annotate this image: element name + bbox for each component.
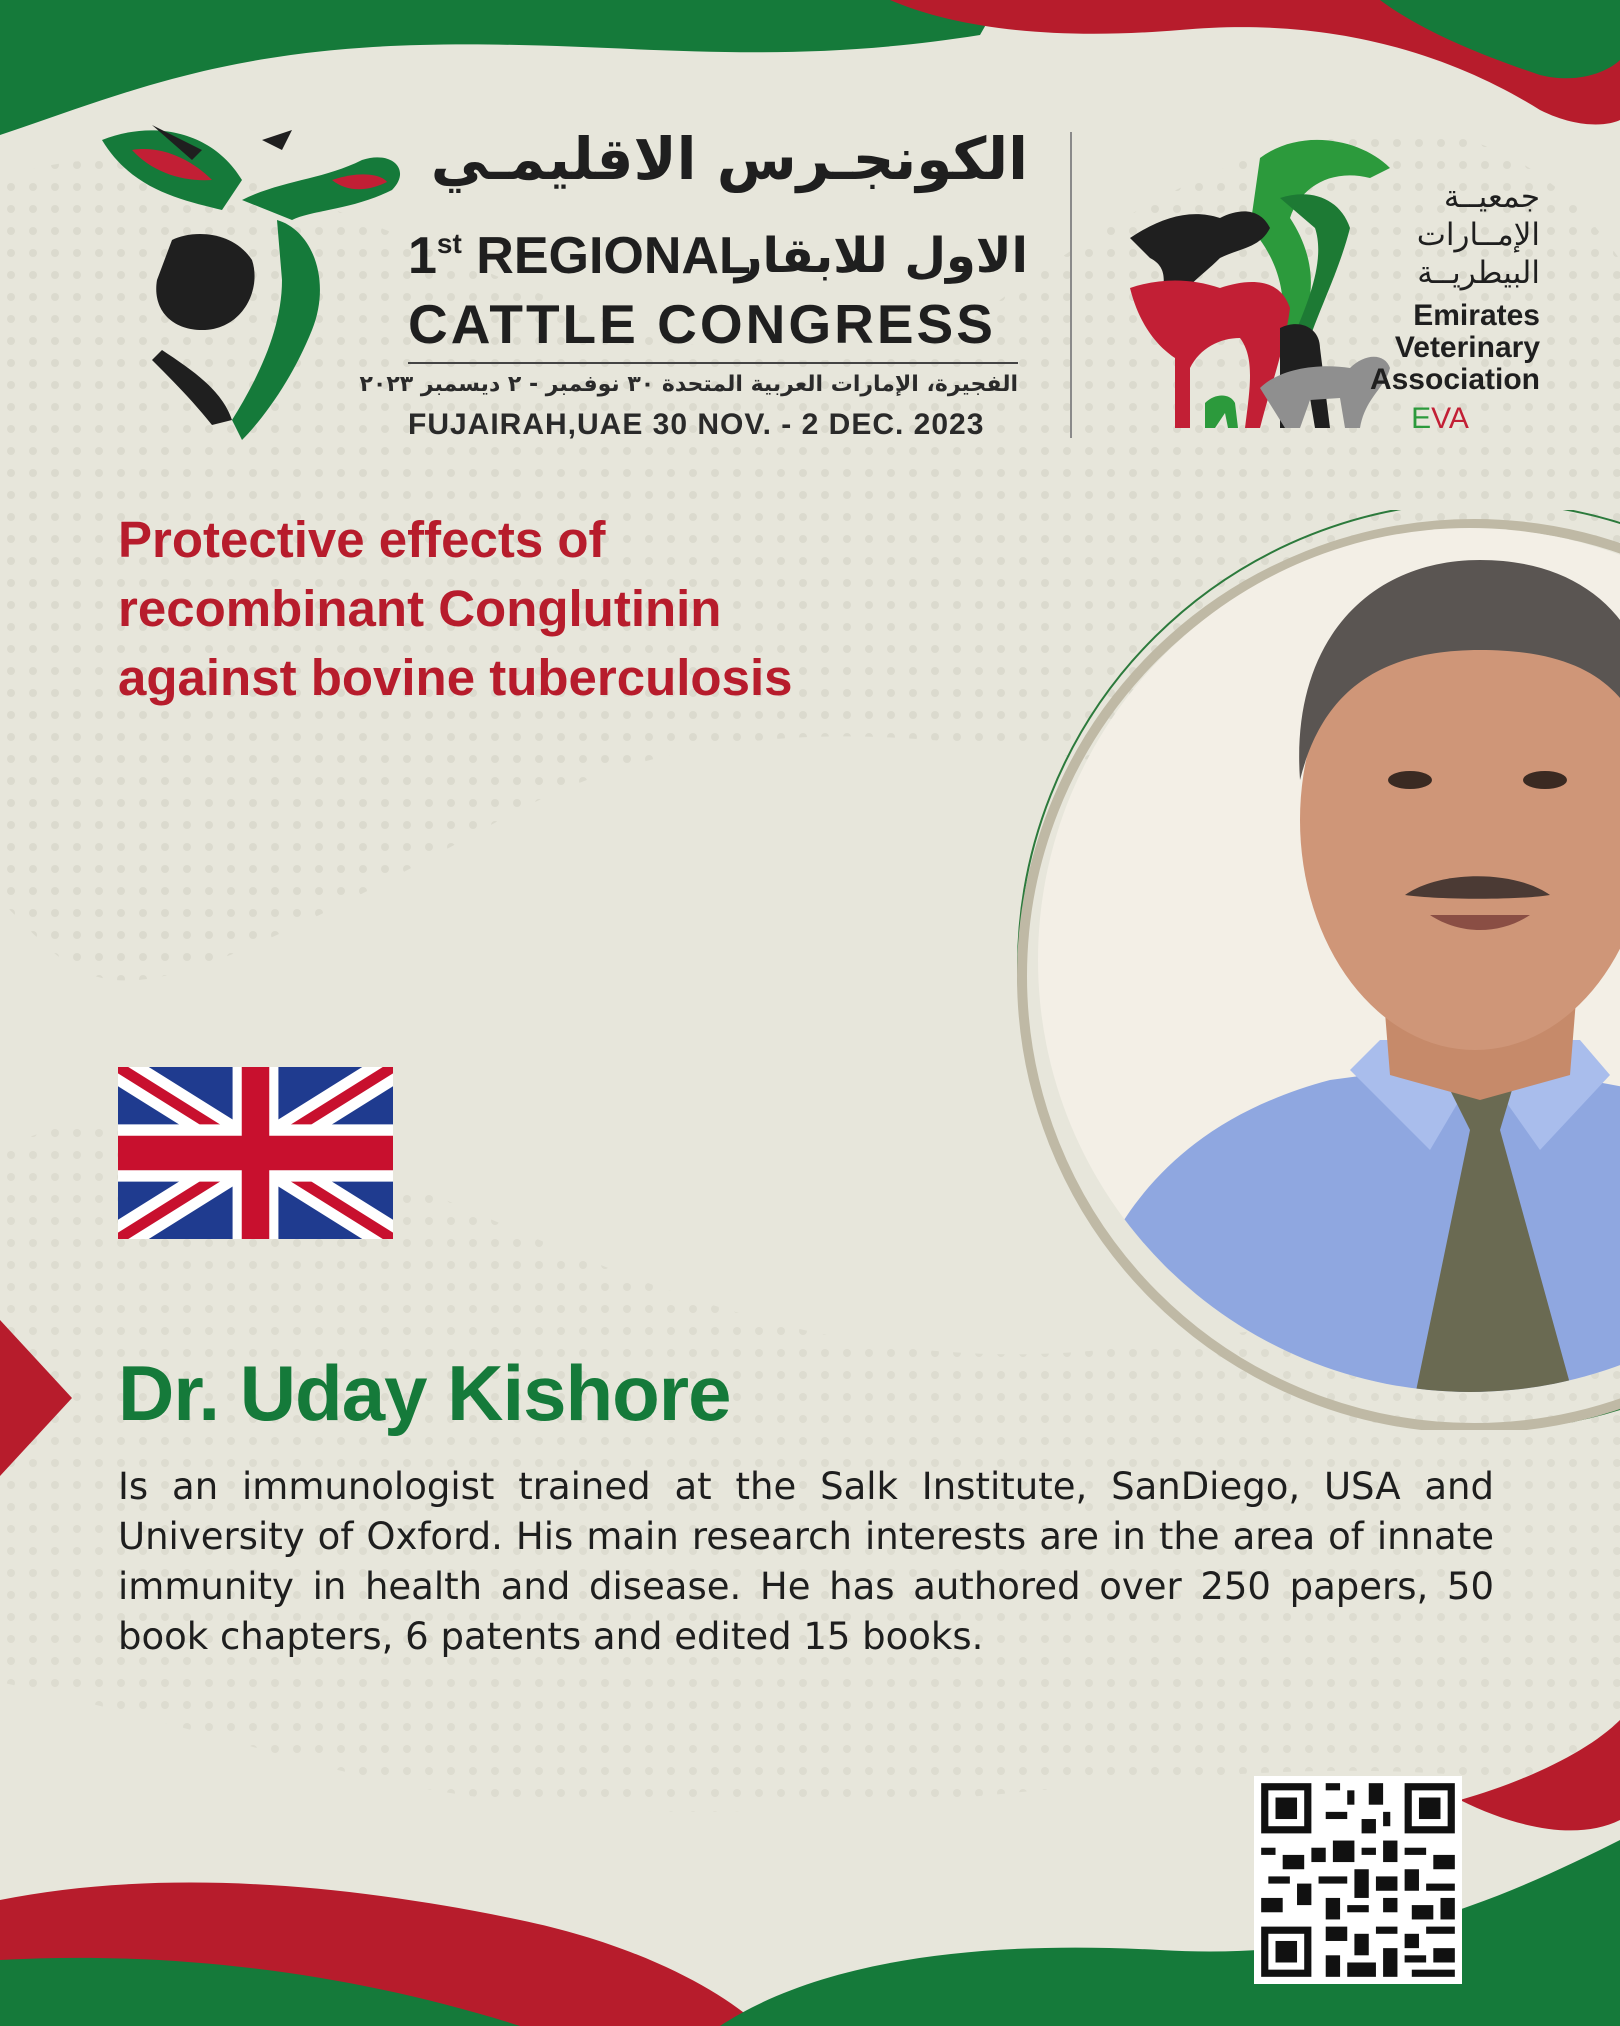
- congress-subtitle-ar: الاول للابقار: [734, 228, 1028, 284]
- talk-title: [118, 505, 938, 712]
- association-name-ar-line: الإمــارات: [1416, 217, 1540, 253]
- association-name-ar: [1390, 178, 1540, 292]
- association-name-en-line: Association: [1369, 363, 1540, 396]
- association-abbreviation: EVA: [1411, 402, 1469, 435]
- talk-title-line: recombinant Conglutinin: [118, 580, 722, 637]
- association-name-en-line: Veterinary: [1394, 331, 1540, 364]
- speaker-name: Dr. Uday Kishore: [118, 1349, 731, 1437]
- congress-title-ar: الكونجـرس الاقليمـي: [430, 125, 1028, 193]
- congress-date-en: FUJAIRAH,UAE 30 NOV. - 2 DEC. 2023: [408, 408, 985, 441]
- speaker-portrait: [860, 510, 1620, 1430]
- header-divider: [1070, 132, 1072, 438]
- uk-flag-icon: [118, 1067, 393, 1239]
- congress-title-en-line1: 1st REGIONAL: [408, 227, 751, 285]
- congress-title-en-line2: CATTLE CONGRESS: [408, 293, 996, 355]
- association-name-ar-line: البيطريــة: [1417, 255, 1540, 291]
- talk-title-line: Protective effects of: [118, 511, 606, 568]
- cow-face-icon: [92, 120, 402, 440]
- association-name-ar-line: جمعيــة: [1443, 179, 1540, 215]
- congress-date-ar: الفجيرة، الإمارات العربية المتحدة ٣٠ نوفمبر - ٢ ديسمبر ٢٠٢٣: [359, 372, 1018, 397]
- talk-title-line: against bovine tuberculosis: [118, 649, 793, 706]
- qr-code-icon[interactable]: [1254, 1776, 1462, 1984]
- association-name-en: [1330, 300, 1540, 396]
- congress-title-line2: [408, 226, 1028, 286]
- association-name-en-line: Emirates: [1413, 299, 1540, 332]
- speaker-bio: Is an immunologist trained at the Salk Institute, SanDiego, USA and University of Oxford. His main research interests are in the area of innate immunity in health and disease. He has authored over 250 papers, 50 book chapters, 6 patents and edited 15 books.: [118, 1465, 1494, 1658]
- congress-divider: [408, 362, 1018, 364]
